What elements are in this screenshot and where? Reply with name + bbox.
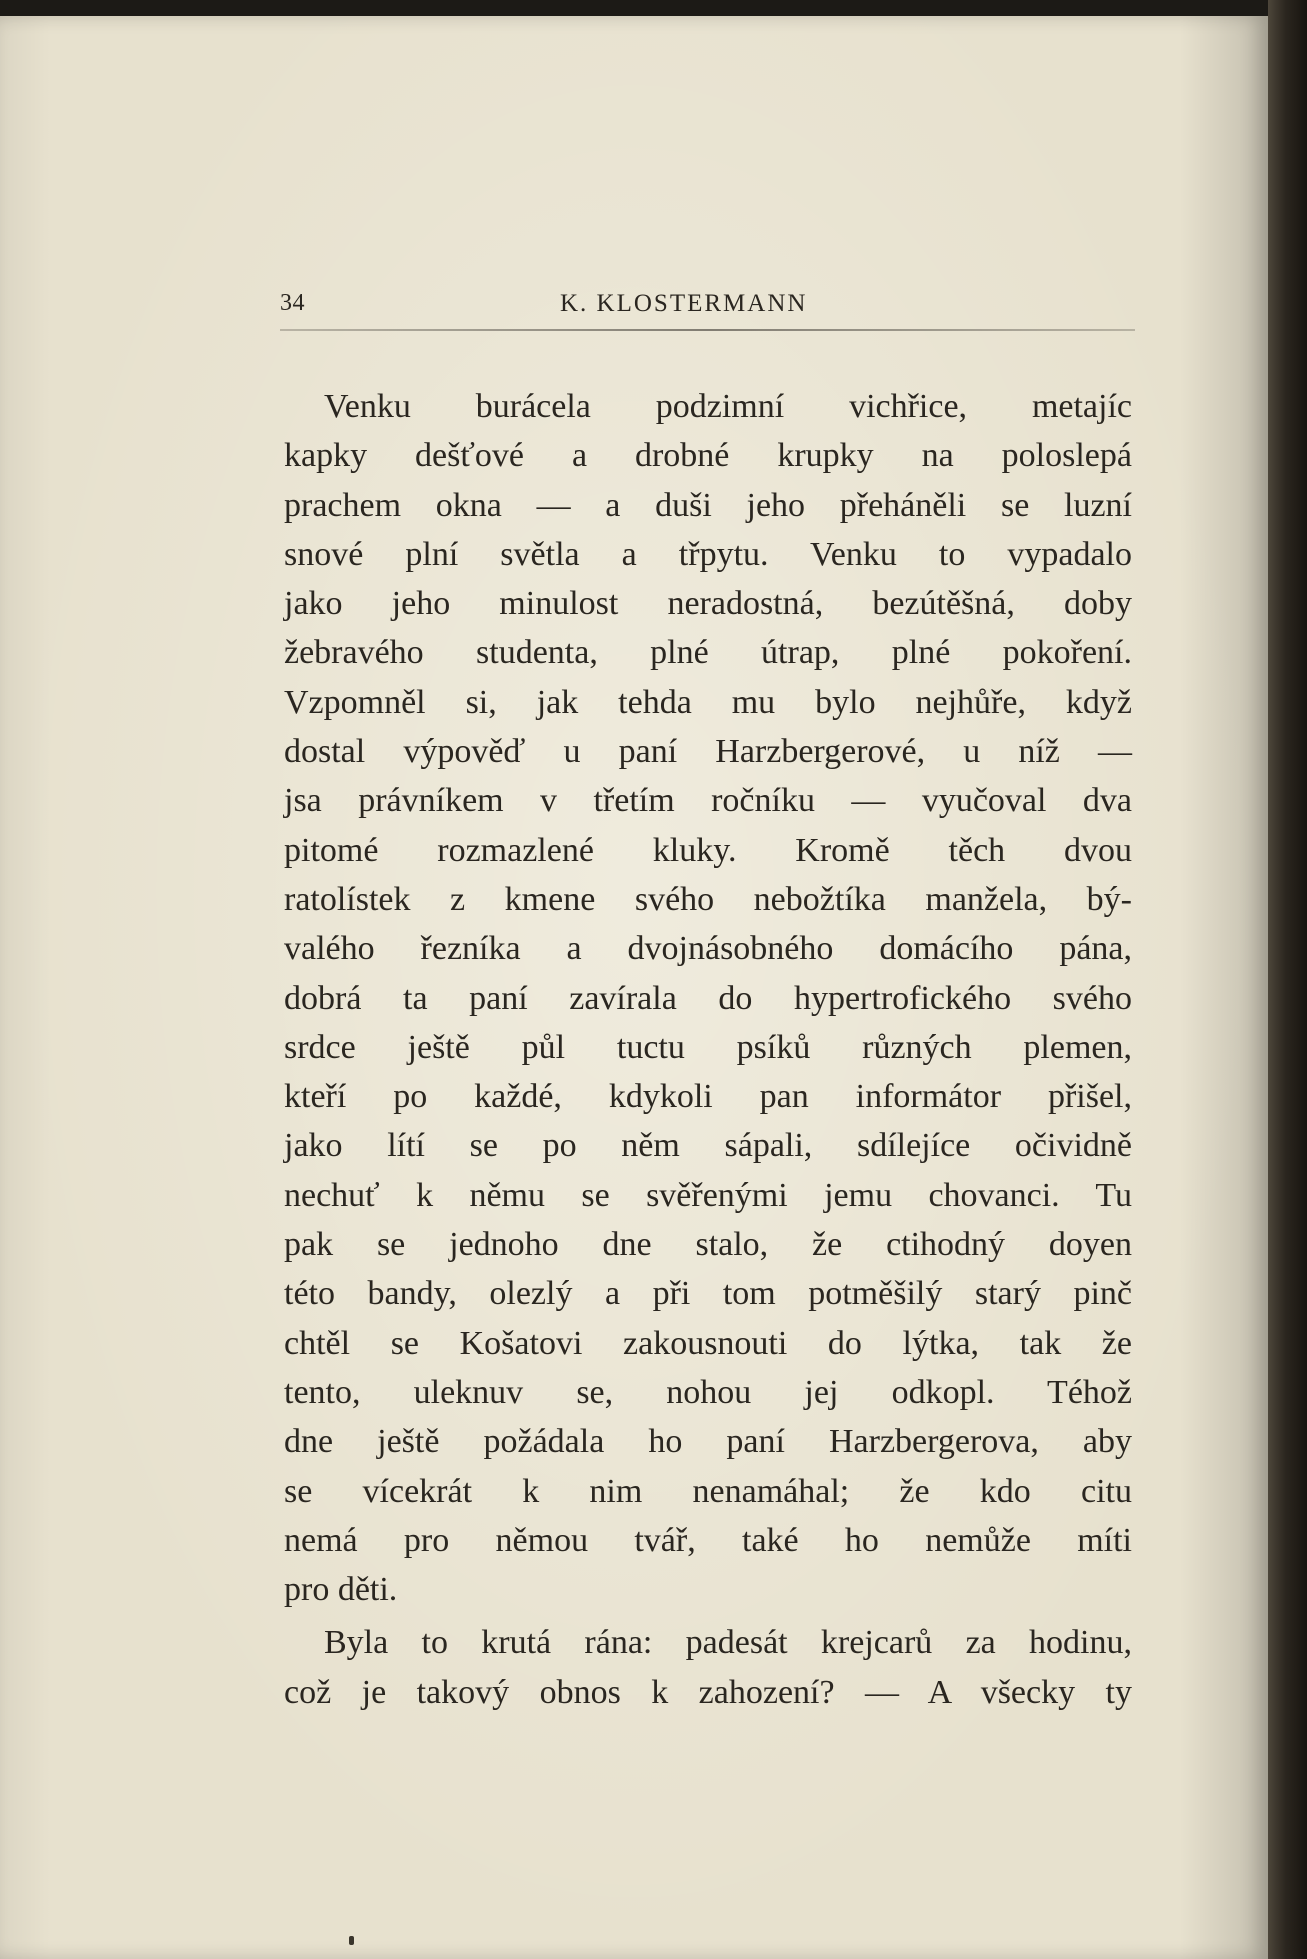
text-line: tento, uleknuv se, nohou jej odkopl. Téhož <box>284 1373 1132 1411</box>
page-number: 34 <box>280 290 305 316</box>
text-line: Byla to krutá rána: padesát krejcarů za hodinu, <box>324 1624 1132 1662</box>
text-line: Vzpomněl si, jak tehda mu bylo nejhůře, když <box>284 683 1132 721</box>
text-line: se vícekrát k nim nenamáhal; že kdo citu <box>284 1472 1132 1510</box>
text-line: této bandy, olezlý a při tom potměšilý starý pinč <box>284 1275 1132 1313</box>
paragraph-1 <box>284 382 1132 1614</box>
text-line: ratolístek z kmene svého nebožtíka manžela, bý- <box>284 880 1132 918</box>
text-line: jsa právníkem v třetím ročníku — vyučoval dva <box>284 782 1132 820</box>
text-line: žebravého studenta, plné útrap, plné pokoření. <box>284 634 1132 672</box>
print-speck <box>349 1936 354 1945</box>
text-line: pitomé rozmazlené kluky. Kromě těch dvou <box>284 831 1132 869</box>
text-line: valého řezníka a dvojnásobného domácího pána, <box>284 930 1132 968</box>
text-line: jako lítí se po něm sápali, sdílejíce očividně <box>284 1127 1132 1165</box>
text-line: nemá pro němou tvář, také ho nemůže míti <box>284 1521 1132 1559</box>
text-line: což je takový obnos k zahození? — A všecky ty <box>284 1673 1132 1711</box>
text-line: dostal výpověď u paní Harzbergerové, u níž — <box>284 733 1132 771</box>
text-line: srdce ještě půl tuctu psíků různých plemen, <box>284 1028 1132 1066</box>
book-spine <box>1268 0 1307 1959</box>
text-line: nechuť k němu se svěřenými jemu chovanci. Tu <box>284 1176 1132 1214</box>
text-line: pro děti. <box>284 1571 398 1609</box>
paragraph-2 <box>284 1618 1132 1717</box>
text-line: dne ještě požádala ho paní Harzbergerova, aby <box>284 1423 1132 1461</box>
text-line: prachem okna — a duši jeho přeháněli se luzní <box>284 486 1132 524</box>
body-text <box>284 382 1132 1717</box>
text-line: jako jeho minulost neradostná, bezútěšná, doby <box>284 585 1132 623</box>
page-header <box>280 290 1135 330</box>
text-line: pak se jednoho dne stalo, že ctihodný doyen <box>284 1226 1132 1264</box>
text-line: dobrá ta paní zavírala do hypertrofického svého <box>284 979 1132 1017</box>
running-head: K. KLOSTERMANN <box>560 290 808 317</box>
text-line: Venku burácela podzimní vichřice, metajíc <box>324 388 1132 425</box>
text-line: kapky dešťové a drobné krupky na poloslepá <box>284 437 1132 475</box>
text-line: snové plní světla a třpytu. Venku to vypadalo <box>284 535 1132 573</box>
text-line: kteří po každé, kdykoli pan informátor přišel, <box>284 1078 1132 1116</box>
text-line: chtěl se Košatovi zakousnouti do lýtka, tak že <box>284 1324 1132 1362</box>
header-rule <box>280 329 1135 331</box>
